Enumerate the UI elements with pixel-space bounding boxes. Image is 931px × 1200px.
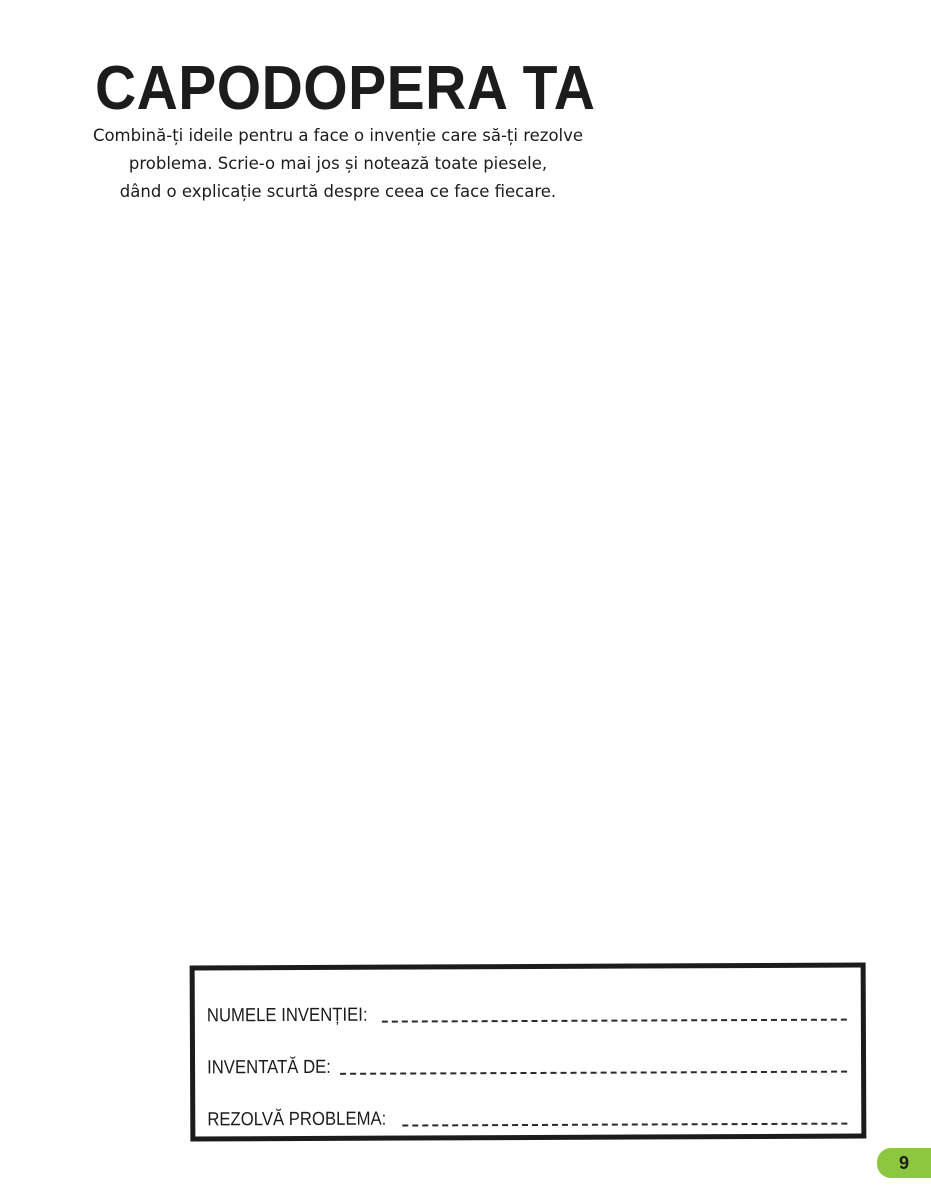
page-number: 9: [898, 1152, 909, 1173]
instructions-line: problema. Scrie-o mai jos și notează toate piesele,: [128, 154, 548, 173]
invention-info-box: [190, 963, 867, 1142]
solves-problem-label: REZOLVĂ PROBLEMA:: [207, 1108, 387, 1131]
invented-by-field[interactable]: [340, 1071, 847, 1075]
page-title: CAPODOPERA TA: [95, 54, 596, 123]
page-number-badge: [877, 1148, 931, 1178]
invented-by-row: [207, 1048, 847, 1081]
solves-problem-row: [207, 1100, 847, 1133]
invention-name-label: NUMELE INVENȚIEI:: [206, 1004, 368, 1027]
invention-name-row: [207, 996, 847, 1029]
drawing-area[interactable]: [80, 220, 880, 940]
instructions-line: Combină-ți ideile pentru a face o invenție care să-ți rezolve: [92, 126, 584, 145]
invention-name-field[interactable]: [382, 1019, 847, 1023]
instructions-text: [90, 122, 586, 206]
instructions-line: dând o explicație scurtă despre ceea ce face fiecare.: [119, 182, 557, 201]
solves-problem-field[interactable]: [403, 1123, 848, 1127]
invented-by-label: INVENTATĂ DE:: [207, 1056, 331, 1079]
